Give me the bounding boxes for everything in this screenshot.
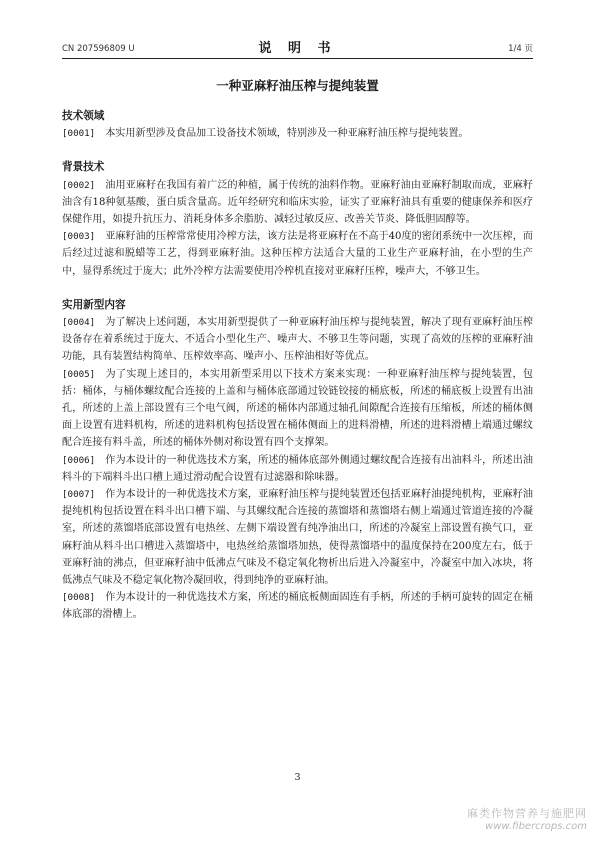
paragraph-number: [0003]	[62, 231, 96, 243]
document-title: 一种亚麻籽油压榨与提纯装置	[216, 78, 379, 93]
paragraph-number: [0001]	[62, 128, 96, 140]
paragraph	[62, 314, 533, 366]
page-info: 1/4 页	[508, 44, 533, 54]
paragraph-number: [0004]	[62, 317, 96, 329]
paragraph-number: [0002]	[62, 179, 96, 191]
section-heading: 背景技术	[62, 161, 105, 174]
page-header	[62, 36, 533, 56]
paragraph-number: [0006]	[62, 454, 96, 466]
paragraph-text: 为了解决上述问题，本实用新型提供了一种亚麻籽油压榨与提纯装置，解决了现有亚麻籽油压榨设备存在着系统过于庞大、不适合小型化生产、噪声大、不够卫生等问题，实现了高效的压榨的亚麻籽油功能，具有装置结构简单、压榨效率高、噪声小、压榨油相好等优点。	[62, 317, 533, 363]
paragraph-number: [0007]	[62, 489, 96, 501]
paragraph	[62, 125, 533, 142]
doc-number: CN 207596809 U	[62, 44, 135, 54]
paragraph-text: 亚麻籽油的压榨常常使用冷榨方法，该方法是将亚麻籽在不高于40度的密闭系统中一次压榨，而后经过过滤和脱蜡等工艺，得到亚麻籽油。这种压榨方法适合大量的工业生产亚麻籽油，在小型的生产中，显得系统过于庞大；此外冷榨方法需要使用冷榨机直接对亚麻籽压榨，噪声大，不够卫生。	[62, 231, 533, 277]
paragraph-text: 为了实现上述目的，本实用新型采用以下技术方案来实现：一种亚麻籽油压榨与提纯装置，包括：桶体，与桶体螺纹配合连接的上盖和与桶体底部通过铰链铰接的桶底板，所述的桶底板上设置有出油孔，所述的上盖上部设置有三个电气阀，所述的桶体内部通过轴孔间隙配合连接有压缩板，所述的桶体侧面上设置有进料机构，所述的进料机构包括设置在桶体侧面上的进料滑槽，所述的进料滑槽上端通过螺纹配合连接有料斗盖，所述的桶体外侧对称设置有四个支撑架。	[62, 368, 533, 449]
paragraph	[62, 366, 533, 452]
section-heading: 实用新型内容	[62, 298, 126, 311]
watermark-text: 麻类作物营养与施肥网	[467, 807, 587, 820]
paragraph-number: [0005]	[62, 368, 96, 380]
document-body	[62, 108, 533, 624]
paragraph-text: 本实用新型涉及食品加工设备技术领域，特别涉及一种亚麻籽油压榨与提纯装置。	[105, 128, 469, 140]
section-heading: 技术领域	[62, 110, 105, 122]
paragraph	[62, 486, 533, 589]
paragraph-number: [0008]	[62, 592, 96, 604]
paragraph	[62, 452, 533, 486]
paragraph	[62, 228, 533, 280]
watermark	[467, 805, 587, 832]
doc-type-title: 说 明 书	[258, 41, 337, 56]
paragraph-text: 作为本设计的一种优选技术方案，所述的桶体底部外侧通过螺纹配合连接有出油料斗，所述出油料斗的下端料斗出口槽上通过滑动配合设置有过滤器和除味器。	[62, 454, 533, 483]
watermark-url: www.fibercrops.com	[485, 821, 587, 832]
page-number: 3	[294, 772, 301, 783]
paragraph-text: 油用亚麻籽在我国有着广泛的种植，属于传统的油料作物。亚麻籽油由亚麻籽制取而成，亚麻籽油含有18种氨基酸，蛋白质含量高。近年经研究和临床实验，证实了亚麻籽油具有重要的健康保养和医疗保健作用，如提升抗压力、消耗身体多余脂肪、减轻过敏反应、改善关节炎、降低胆固醇等。	[62, 179, 533, 226]
paragraph-text: 作为本设计的一种优选技术方案，所述的桶底板侧面固连有手柄，所述的手柄可旋转的固定在桶体底部的滑槽上。	[62, 592, 533, 621]
paragraph	[62, 589, 533, 623]
paragraph	[62, 177, 533, 229]
header-divider	[62, 58, 533, 59]
paragraph-text: 作为本设计的一种优选技术方案，亚麻籽油压榨与提纯装置还包括亚麻籽油提纯机构，亚麻籽油提纯机构包括设置在料斗出口槽下端、与其螺纹配合连接的蒸馏塔和蒸馏塔右侧上端通过管道连接的冷凝室，所述的蒸馏塔底部设置有电热丝、左侧下端设置有纯净油出口，所述的冷凝室上部设置有换气口，亚麻籽油从料斗出口槽进入蒸馏塔中，电热丝给蒸馏塔加热，使得蒸馏塔中的温度保持在200度左右，低于亚麻籽油的沸点，但亚麻籽油中低沸点气味及不稳定氧化物析出后进入冷凝室中，冷凝室中加入冰块，将低沸点气味及不稳定氧化物冷凝回收，得到纯净的亚麻籽油。	[62, 489, 533, 587]
